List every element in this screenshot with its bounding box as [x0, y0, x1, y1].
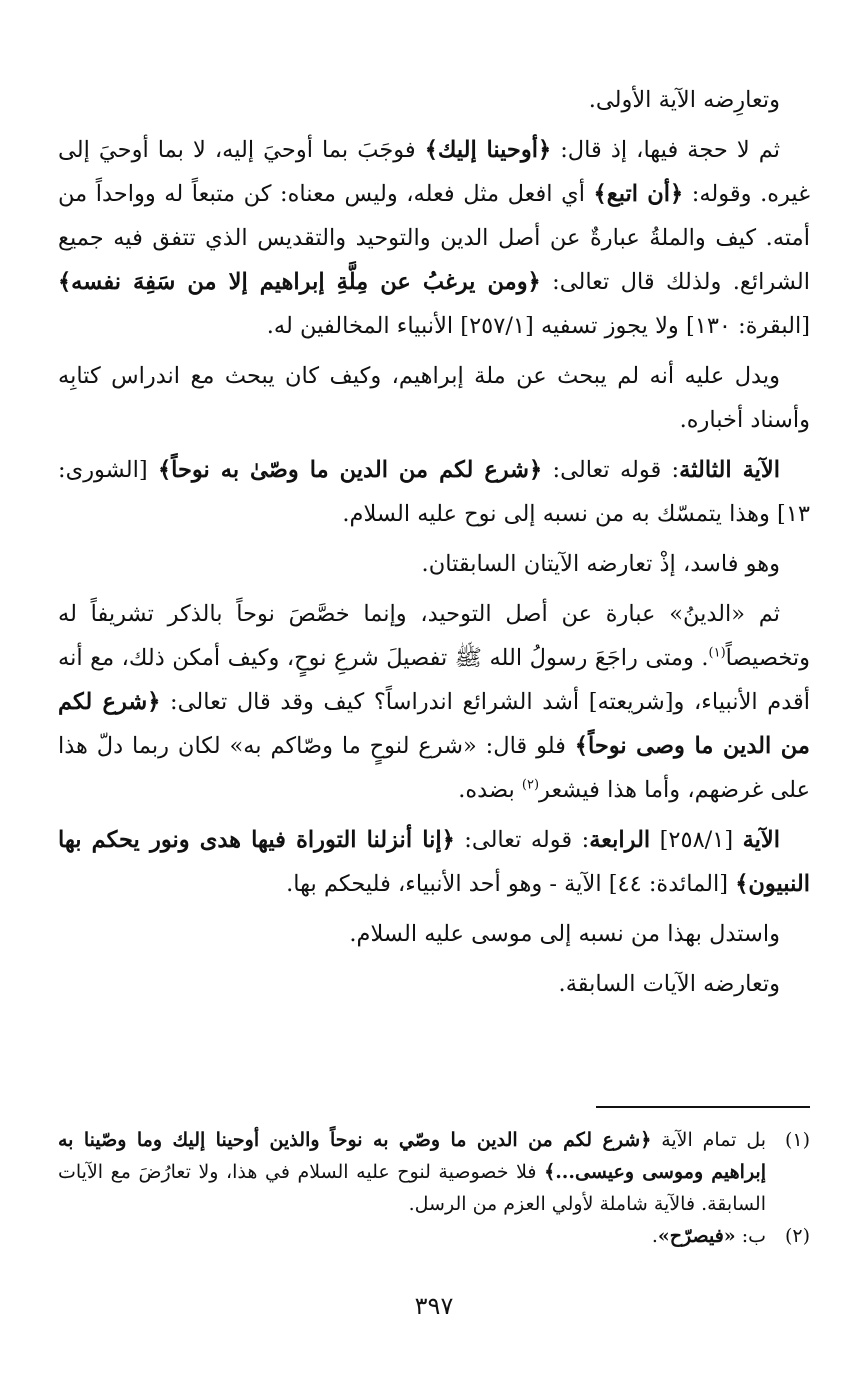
paragraph-5 — [58, 542, 810, 586]
footnote-text — [58, 1124, 766, 1220]
bold-segment: الآية الثالثة — [679, 457, 780, 483]
bold-segment: «فيصرّح» — [657, 1225, 736, 1247]
paragraph-4 — [58, 448, 810, 536]
text-segment: : قوله تعالى: — [542, 457, 680, 483]
bold-segment: ﴿شرع لكم من الدين ما وصى نوحاً﴾ — [58, 689, 810, 759]
text-segment: فلا خصوصية لنوح عليه السلام في هذا، ولا تعارُضَ مع الآيات السابقة. فالآية شاملة لأولي العزم من الرسل. — [58, 1161, 766, 1215]
paragraph-1 — [58, 78, 810, 122]
footnote-text — [58, 1220, 766, 1252]
bold-segment: الآية — [742, 827, 781, 853]
footnote-number: (٢) — [784, 1225, 810, 1247]
bold-segment: ﴿أن اتبع﴾ — [593, 181, 684, 207]
text-segment: وهو فاسد، إذْ تعارضه الآيتان السابقتان. — [421, 551, 780, 577]
paragraph-6 — [58, 592, 810, 812]
bold-segment: ﴿ومن يرغبُ عن مِلَّةِ إبراهيم إلا من سَفِهَ نفسه﴾ — [58, 269, 541, 295]
text-segment: واستدل بهذا من نسبه إلى موسى عليه السلام. — [349, 921, 780, 947]
footnote-ref: (١) — [708, 645, 726, 661]
paragraph-2 — [58, 128, 810, 348]
text-segment: ويدل عليه أنه لم يبحث عن ملة إبراهيم، وكيف كان يبحث مع اندراس كتابِه وأسناد أخباره. — [58, 363, 810, 433]
footnote-separator — [596, 1106, 810, 1108]
text-segment: [٢٥٨/١] — [650, 827, 743, 853]
text-segment: . ومتى راجَعَ رسولُ الله ﷺ تفصيلَ شرعِ نوحٍ، وكيف أمكن ذلك، مع أنه أقدم الأنبياء، و[شريعته] أشد الشرائع اندراساً؟ كيف وقد قال تعالى: — [58, 645, 811, 715]
footnote-ref: (٢) — [521, 777, 540, 793]
text-segment: وتعارِضه الآية الأولى. — [588, 87, 780, 113]
text-segment: فوجَبَ بما أوحيَ إليه، لا بما أوحيَ إلى غيره. وقوله: — [58, 137, 810, 207]
text-segment: [المائدة: ٤٤] الآية - وهو أحد الأنبياء، فليحكم بها. — [286, 871, 736, 897]
page-number: ٣٩٧ — [414, 1292, 454, 1320]
text-segment: أي افعل مثل فعله، وليس معناه: كن متبعاً له وواحداً من أمته. كيف والملةُ عبارةٌ عن أصل الدين والتوحيد والتقديس الذي تتفق فيه جميع الشرائع. ولذلك قال تعالى: — [58, 181, 810, 295]
main-text — [58, 78, 810, 1012]
bold-segment: ﴿إنا أنزلنا التوراة فيها هدى ونور يحكم بها النبيون﴾ — [58, 827, 810, 897]
text-segment: . — [651, 1225, 658, 1247]
text-segment: وتعارضه الآيات السابقة. — [558, 971, 780, 997]
text-segment: : قوله تعالى: — [454, 827, 590, 853]
text-segment: بضده. — [458, 777, 522, 803]
footnote-number: (١) — [784, 1129, 810, 1151]
bold-segment: ﴿أوحينا إليك﴾ — [424, 137, 552, 163]
paragraph-9 — [58, 962, 810, 1006]
paragraph-3 — [58, 354, 810, 442]
footnote-1 — [58, 1124, 810, 1220]
paragraph-8 — [58, 912, 810, 956]
text-segment: ب: — [735, 1225, 766, 1247]
paragraph-7 — [58, 818, 810, 906]
footnotes — [58, 1124, 810, 1252]
bold-segment: الرابعة — [589, 827, 651, 853]
text-segment: ثم لا حجة فيها، إذ قال: — [551, 137, 781, 163]
text-segment: فلو قال: «شرع لنوحٍ ما وصّاكم به» لكان ربما دلّ هذا على غرضهم، وأما هذا فيشعر — [58, 733, 810, 803]
bold-segment: ﴿شرع لكم من الدين ما وصّىٰ به نوحاً﴾ — [157, 457, 543, 483]
text-segment: [البقرة: ١٣٠] ولا يجوز تسفيه [٢٥٧/١] الأنبياء المخالفين له. — [266, 313, 810, 339]
bold-segment: ﴿شرع لكم من الدين ما وصّي به نوحاً والذين أوحينا إليك وما وصّينا به إبراهيم وموسى وعيسى...﴾ — [58, 1129, 766, 1183]
text-segment: بل تمام الآية — [651, 1129, 766, 1151]
text-segment: [الشورى: ١٣] وهذا يتمسّك به من نسبه إلى نوح عليه السلام. — [58, 457, 810, 527]
text-segment: ثم «الدينُ» عبارة عن أصل التوحيد، وإنما خصَّصَ نوحاً بالذكر تشريفاً له وتخصيصاً — [58, 601, 810, 671]
footnote-2 — [58, 1220, 810, 1252]
